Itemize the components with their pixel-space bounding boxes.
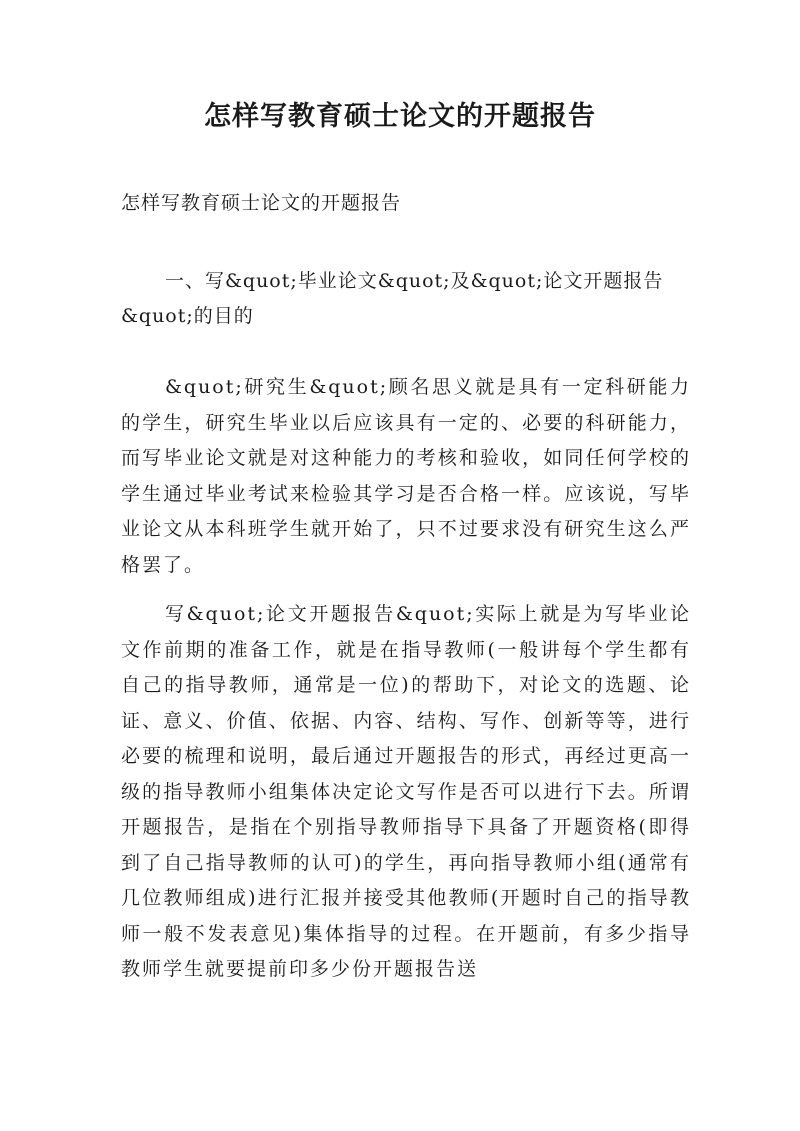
section-heading: 一、写&quot;毕业论文&quot;及&quot;论文开题报告&quot;的目的	[121, 270, 664, 327]
document-subtitle: 怎样写教育硕士论文的开题报告	[121, 192, 402, 214]
body-paragraph-1: &quot;研究生&quot;顾名思义就是具有一定科研能力的学生，研究生毕业以后应该具有一定的、必要的科研能力，而写毕业论文就是对这种能力的考核和验收，如同任何学校的学生通过毕业考试来检验其学习是否合格一样。应该说，写毕业论文从本科班学生就开始了，只不过要求没有研究生这么严格罢了。	[121, 376, 691, 576]
document-title: 怎样写教育硕士论文的开题报告	[204, 101, 596, 132]
body-paragraph-2: 写&quot;论文开题报告&quot;实际上就是为写毕业论文作前期的准备工作，就是在指导教师(一般讲每个学生都有自己的指导教师，通常是一位)的帮助下，对论文的选题、论证、意义、价值、依据、内容、结构、写作、创新等等，进行必要的梳理和说明，最后通过开题报告的形式，再经过更高一级的指导教师小组集体决定论文写作是否可以进行下去。所谓开题报告，是指在个别指导教师指导下具备了开题资格(即得到了自己指导教师的认可)的学生，再向指导教师小组(通常有几位教师组成)进行汇报并接受其他教师(开题时自己的指导教师一般不发表意见)集体指导的过程。在开题前，有多少指导教师学生就要提前印多少份开题报告送	[121, 603, 691, 980]
